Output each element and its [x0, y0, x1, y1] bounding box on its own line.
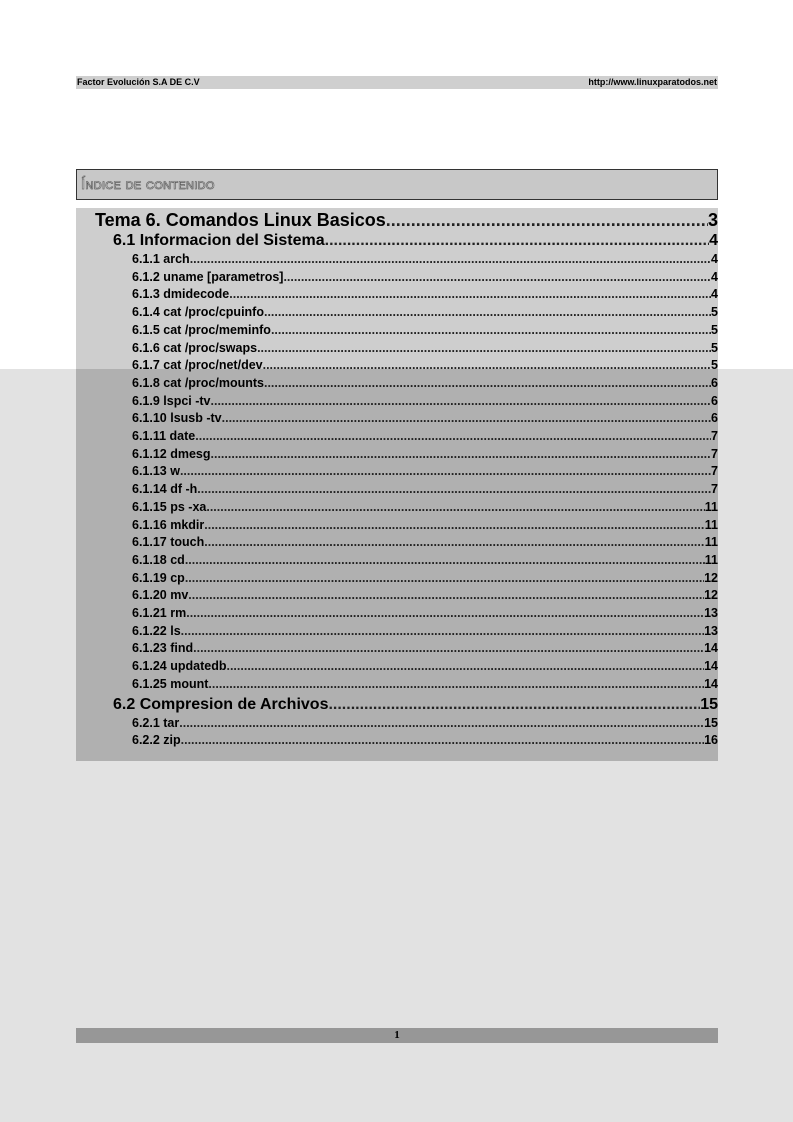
toc-entry[interactable]: [132, 323, 718, 340]
toc-entry-leader: [257, 341, 711, 355]
toc-entry-page: 4: [709, 232, 718, 249]
toc-entry-label: 6.1.21 rm: [132, 606, 187, 620]
toc-entry-page: 6: [711, 411, 718, 426]
toc-entry-page: 7: [711, 482, 718, 497]
toc-entry-leader: [181, 624, 704, 638]
toc-entry[interactable]: [132, 394, 718, 411]
toc-entry-page: 5: [711, 340, 718, 355]
toc-entry-leader: [180, 464, 711, 478]
toc-entry-label: 6.1.9 lspci -tv: [132, 393, 211, 408]
toc-entry-leader: [197, 482, 711, 496]
toc-entry-label: 6.1 Informacion del Sistema: [113, 232, 325, 249]
toc-entry-label: 6.1.22 ls: [132, 623, 181, 638]
toc-entry-label: 6.1.12 dmesg: [132, 446, 211, 461]
toc-entry-page: 4: [711, 269, 718, 284]
toc-entry-page: 11: [704, 535, 718, 550]
toc-entry-page: 12: [704, 588, 718, 603]
toc-entry[interactable]: [132, 305, 718, 322]
toc-entry-page: 12: [704, 570, 718, 585]
toc-entry[interactable]: [132, 716, 718, 733]
toc-entry-page: 7: [711, 429, 718, 443]
toc-entry-label: 6.1.24 updatedb: [132, 659, 227, 674]
toc-entry[interactable]: [132, 464, 718, 481]
page-header: [76, 76, 718, 89]
toc-entry-leader: [328, 696, 700, 714]
toc-entry[interactable]: [113, 696, 718, 716]
toc-entry[interactable]: [132, 571, 718, 588]
toc-entry-label: 6.1.10 lsusb -tv: [132, 411, 222, 426]
toc-entry-page: 4: [711, 252, 718, 266]
toc-entry[interactable]: [132, 733, 718, 750]
toc-title-box: [76, 169, 718, 200]
toc-entry[interactable]: [132, 287, 718, 304]
toc-entry-leader: [195, 429, 711, 443]
toc-entry-label: 6.1.3 dmidecode: [132, 287, 230, 302]
toc-entry[interactable]: [132, 429, 718, 446]
toc-entry-label: 6.1.18 cd: [132, 552, 185, 567]
toc-entry-label: 6.1.4 cat /proc/cpuinfo: [132, 305, 264, 320]
toc-entry[interactable]: [132, 624, 718, 641]
toc-entry-label: 6.1.1 arch: [132, 252, 190, 266]
toc-entry-page: 7: [711, 464, 718, 479]
toc-entry-label: 6.2 Compresion de Archivos: [113, 695, 329, 713]
toc-entry-leader: [264, 305, 711, 319]
toc-entry-page: 11: [704, 517, 718, 532]
toc-entry[interactable]: [132, 376, 718, 393]
toc-entry[interactable]: [132, 411, 718, 428]
toc-entry[interactable]: [132, 518, 718, 535]
toc-entry-page: 11: [704, 499, 718, 514]
toc-entry[interactable]: [132, 252, 718, 269]
toc-entry-label: 6.1.6 cat /proc/swaps: [132, 340, 258, 355]
toc-entry-page: 5: [711, 305, 718, 320]
toc-entry-label: 6.1.13 w: [132, 464, 180, 479]
toc-entry[interactable]: [132, 606, 718, 623]
toc-entry-page: 13: [704, 606, 718, 620]
toc-entry-label: 6.1.20 mv: [132, 588, 189, 603]
toc-entry[interactable]: [132, 535, 718, 552]
toc-entry-page: 16: [704, 733, 718, 748]
toc-entry-leader: [188, 588, 704, 602]
toc-entry[interactable]: [132, 358, 718, 375]
toc-entry-leader: [222, 411, 711, 425]
toc-entry-leader: [263, 358, 711, 372]
toc-entry-leader: [325, 232, 709, 250]
header-url: http://www.linuxparatodos.net: [588, 77, 717, 87]
toc-entry-leader: [206, 500, 704, 514]
toc-entry[interactable]: [132, 270, 718, 287]
toc-entry-label: 6.1.7 cat /proc/net/dev: [132, 358, 263, 373]
toc-entry[interactable]: [132, 500, 718, 517]
toc-entry-label: 6.1.23 find: [132, 641, 194, 656]
toc-entry-page: 13: [704, 623, 718, 638]
toc-entry-page: 5: [711, 322, 718, 337]
toc-entry[interactable]: [132, 553, 718, 570]
toc-entry[interactable]: [132, 677, 718, 694]
toc-entry[interactable]: [113, 232, 718, 252]
toc-entry-label: 6.2.1 tar: [132, 715, 180, 730]
toc-entry-leader: [271, 323, 711, 337]
toc-entry-page: 15: [700, 695, 718, 713]
toc-entry-page: 6: [711, 375, 718, 390]
toc-entry-leader: [193, 641, 704, 655]
toc-entry-leader: [204, 518, 705, 532]
toc-entry-page: 14: [704, 659, 718, 674]
toc-entry-page: 5: [711, 358, 718, 373]
toc-entry-page: 15: [704, 715, 718, 730]
toc-entry-leader: [204, 535, 705, 549]
toc-entry-page: 7: [711, 446, 718, 461]
page-number: 1: [394, 1029, 400, 1041]
toc-entry[interactable]: [132, 482, 718, 499]
toc-entry-label: 6.1.11 date: [132, 429, 196, 443]
toc-entry[interactable]: [132, 447, 718, 464]
toc-entry-label: 6.1.5 cat /proc/meminfo: [132, 322, 271, 337]
toc-entry-leader: [179, 716, 704, 730]
toc-title: Índice de contenido: [81, 176, 215, 193]
toc-entry-leader: [264, 376, 711, 390]
toc-entry[interactable]: [132, 588, 718, 605]
toc-entry-leader: [226, 659, 704, 673]
toc-entry-leader: [386, 210, 708, 231]
toc-entry-label: 6.1.17 touch: [132, 535, 205, 550]
toc-entry-leader: [185, 553, 705, 567]
toc-entry-page: 3: [707, 210, 718, 230]
toc-entry-leader: [208, 677, 704, 691]
toc-entry[interactable]: [95, 210, 718, 232]
toc-entry-leader: [181, 733, 704, 747]
toc-entry-label: 6.1.2 uname [parametros]: [132, 269, 284, 284]
toc-entry-label: 6.2.2 zip: [132, 733, 181, 748]
toc-entry-page: 11: [704, 552, 718, 567]
toc-entry-leader: [283, 270, 711, 284]
toc-entry-leader: [190, 252, 711, 266]
toc-entry-label: 6.1.25 mount: [132, 676, 209, 691]
toc-entry-label: 6.1.15 ps -xa: [132, 499, 207, 514]
toc-entry[interactable]: [132, 659, 718, 676]
header-company: Factor Evolución S.A DE C.V: [77, 77, 200, 87]
toc-entry-label: 6.1.16 mkdir: [132, 517, 205, 532]
toc-entry-leader: [211, 447, 712, 461]
toc-entry-label: 6.1.14 df -h: [132, 482, 198, 497]
toc-entry[interactable]: [132, 341, 718, 358]
toc-entry-leader: [211, 394, 712, 408]
toc-entries-area: [76, 208, 718, 761]
toc-entry-label: 6.1.19 cp: [132, 570, 185, 585]
toc-entry-page: 14: [704, 641, 718, 656]
toc-entry-page: 14: [704, 676, 718, 691]
toc-entry-leader: [185, 571, 704, 585]
toc-entry[interactable]: [132, 641, 718, 658]
toc-entry-page: 6: [711, 393, 718, 408]
page-footer: [76, 1028, 718, 1043]
toc-entry-page: 4: [711, 287, 718, 302]
toc-entry-leader: [229, 287, 711, 301]
toc-entry-leader: [186, 606, 704, 620]
toc-entry-label: Tema 6. Comandos Linux Basicos: [95, 210, 386, 230]
toc-entry-label: 6.1.8 cat /proc/mounts: [132, 375, 264, 390]
